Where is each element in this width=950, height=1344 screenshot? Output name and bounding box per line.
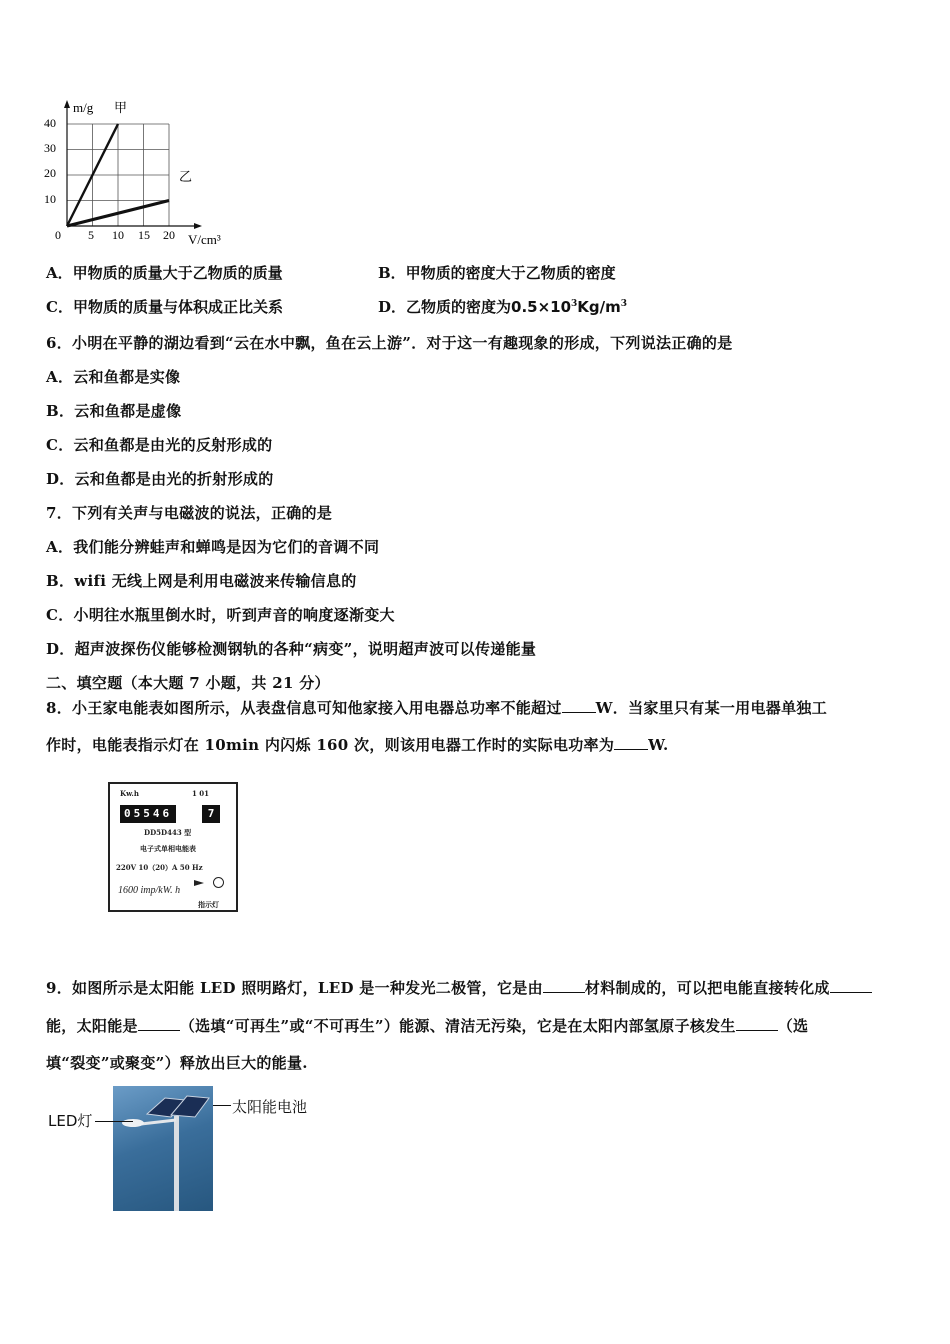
q9-blank-1[interactable] — [543, 978, 585, 993]
q7-option-d[interactable]: D．超声波探伤仪能够检测钢轨的各种“病变”，说明超声波可以传递能量 — [46, 640, 537, 658]
x-tick-0: 0 — [55, 228, 61, 242]
q9-blank-3[interactable] — [138, 1016, 180, 1031]
q7-option-b[interactable]: B．wifi 无线上网是利用电磁波来传输信息的 — [46, 572, 357, 590]
q9-line-1 — [46, 977, 872, 998]
q7-option-c[interactable]: C．小明往水瓶里倒水时，听到声音的响度逐渐变大 — [46, 606, 395, 624]
q8-line-1-a: 8．小王家电能表如图所示，从表盘信息可知他家接入用电器总功率不能超过 — [46, 699, 562, 717]
x-tick-20: 20 — [163, 228, 175, 242]
solar-street-light-photo — [113, 1086, 213, 1211]
q9-line-2-c: （选 — [777, 1017, 809, 1035]
led-lamp-label: LED灯 — [48, 1112, 93, 1130]
q5-option-d-unit-exp: 3 — [620, 299, 628, 309]
solar-panel-leader-line — [213, 1105, 231, 1106]
q8-line-1 — [46, 697, 827, 718]
indicator-lamp-icon — [213, 877, 224, 888]
meter-constant: 1600 imp/kW. h — [118, 885, 181, 896]
y-tick-10: 10 — [44, 192, 56, 206]
mass-volume-graph — [40, 96, 245, 248]
q5-option-d-value: 0.5×10 — [511, 298, 572, 316]
solar-panel-label: 太阳能电池 — [232, 1098, 308, 1116]
y-axis-label: m/g — [73, 100, 94, 115]
x-tick-5: 5 — [88, 228, 94, 242]
graph-grid — [67, 124, 169, 226]
q8-blank-2[interactable] — [614, 735, 648, 750]
q6-option-d[interactable]: D．云和鱼都是由光的折射形成的 — [46, 470, 274, 488]
y-tick-20: 20 — [44, 166, 56, 180]
meter-phase: 1 01 — [192, 789, 210, 798]
q7-option-a[interactable]: A．我们能分辨蛙声和蝉鸣是因为它们的音调不同 — [46, 538, 380, 556]
q9-line-2-b: （选填“可再生”或“不可再生”）能源、清洁无污染，它是在太阳内部氢原子核发生 — [179, 1017, 736, 1035]
meter-model: DD5D443 型 — [144, 828, 192, 837]
q5-option-d[interactable] — [378, 296, 627, 317]
meter-specs: 220V 10（20）A 50 Hz — [116, 863, 203, 872]
y-tick-30: 30 — [44, 141, 56, 155]
meter-digits: 05546 — [120, 805, 176, 823]
q9-blank-4[interactable] — [736, 1016, 778, 1031]
q5-option-d-prefix: D．乙物质的密度为 — [378, 298, 512, 316]
x-axis-label: V/cm³ — [188, 232, 221, 247]
indicator-arrow-icon — [194, 880, 204, 886]
q5-option-b[interactable]: B．甲物质的密度大于乙物质的密度 — [378, 264, 616, 282]
q5-option-c[interactable]: C．甲物质的质量与体积成正比关系 — [46, 298, 283, 316]
q8-line-2 — [46, 734, 669, 755]
electric-meter — [108, 782, 238, 912]
series-label-yi: 乙 — [179, 170, 193, 185]
q8-line-2-b: W. — [648, 736, 669, 754]
q6-option-c[interactable]: C．云和鱼都是由光的反射形成的 — [46, 436, 273, 454]
meter-indicator-label: 指示灯 — [198, 900, 219, 909]
q6-option-b[interactable]: B．云和鱼都是虚像 — [46, 402, 182, 420]
lamp-arm — [141, 1120, 176, 1124]
meter-unit: Kw.h — [120, 789, 139, 798]
q8-blank-1[interactable] — [562, 698, 596, 713]
q5-option-d-unit: Kg/m — [577, 298, 621, 316]
section-2-title: 二、填空题（本大题 7 小题，共 21 分） — [46, 674, 330, 692]
q6-option-a[interactable]: A．云和鱼都是实像 — [46, 368, 181, 386]
q6-stem: 6．小明在平静的湖边看到“云在水中飘，鱼在云上游”．对于这一有趣现象的形成，下列说法正确的是 — [46, 334, 733, 352]
q9-blank-2[interactable] — [830, 978, 872, 993]
x-tick-10: 10 — [112, 228, 124, 242]
y-axis-arrow — [64, 100, 70, 108]
meter-last-digit: 7 — [202, 805, 220, 823]
q9-line-1-a: 9．如图所示是太阳能 LED 照明路灯，LED 是一种发光二极管，它是由 — [46, 979, 543, 997]
q8-line-1-b: W．当家里只有某一用电器单独工 — [595, 699, 827, 717]
pole — [174, 1116, 179, 1211]
q5-option-a[interactable]: A．甲物质的质量大于乙物质的质量 — [46, 264, 283, 282]
x-axis-arrow — [194, 223, 202, 229]
y-tick-40: 40 — [44, 116, 56, 130]
q9-line-2 — [46, 1015, 808, 1036]
x-tick-15: 15 — [138, 228, 150, 242]
q8-line-2-a: 作时，电能表指示灯在 10min 内闪烁 160 次，则该用电器工作时的实际电功率为 — [46, 736, 615, 754]
q9-line-3: 填“裂变”或聚变”）释放出巨大的能量. — [46, 1054, 308, 1072]
q7-stem: 7．下列有关声与电磁波的说法，正确的是 — [46, 504, 333, 522]
graph-svg — [40, 96, 245, 248]
series-label-jia: 甲 — [114, 101, 128, 116]
q5-option-d-exp: 3 — [571, 299, 578, 309]
q9-line-1-b: 材料制成的，可以把电能直接转化成 — [584, 979, 830, 997]
meter-type: 电子式单相电能表 — [140, 844, 196, 853]
led-lamp-leader-line — [95, 1121, 133, 1122]
solar-street-light-drawing — [113, 1086, 213, 1211]
q9-line-2-a: 能，太阳能是 — [46, 1017, 138, 1035]
